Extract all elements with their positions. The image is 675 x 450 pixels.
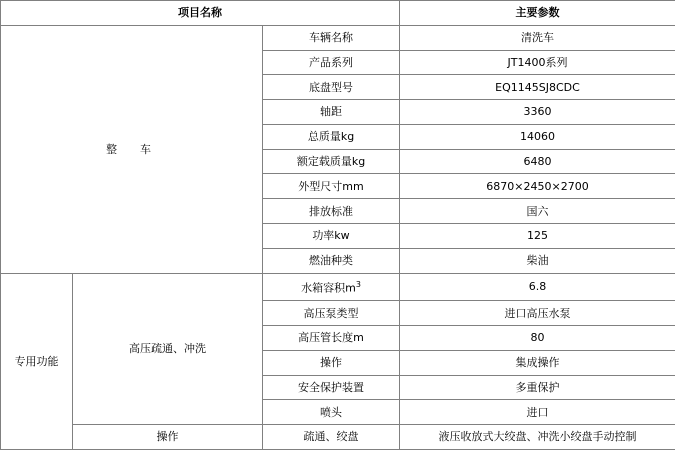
item-value: 液压收放式大绞盘、冲洗小绞盘手动控制 [400,425,675,450]
item-value: 6480 [400,149,675,174]
table-row [1,273,675,301]
group-label-special-function: 专用功能 [1,273,73,449]
item-value: 国六 [400,199,675,224]
item-value: 6.8 [400,273,675,301]
table-row [1,425,675,450]
item-value: 集成操作 [400,350,675,375]
item-label: 底盘型号 [263,75,400,100]
item-value: 6870×2450×2700 [400,174,675,199]
item-value: 80 [400,326,675,351]
item-label [263,273,400,301]
item-value: 3360 [400,100,675,125]
item-value: 14060 [400,124,675,149]
item-value: 清洗车 [400,25,675,50]
header-cell-item-name: 项目名称 [1,1,400,26]
item-label: 燃油种类 [263,248,400,273]
item-label-superscript: 3 [355,279,361,289]
group-label-whole-vehicle: 整 车 [1,25,263,273]
item-label: 功率kw [263,224,400,249]
item-value: 125 [400,224,675,249]
item-label: 排放标准 [263,199,400,224]
item-label: 总质量kg [263,124,400,149]
item-value: 进口 [400,400,675,425]
item-label: 操作 [263,350,400,375]
table-row [1,25,675,50]
subgroup-label-operation: 操作 [73,425,263,450]
table-header-row [1,1,675,26]
item-label: 高压泵类型 [263,301,400,326]
item-value: JT1400系列 [400,50,675,75]
item-label: 安全保护装置 [263,375,400,400]
item-value: 进口高压水泵 [400,301,675,326]
item-value: 多重保护 [400,375,675,400]
item-label: 额定载质量kg [263,149,400,174]
header-cell-main-parameters: 主要参数 [400,1,675,26]
subgroup-label-high-pressure: 高压疏通、冲洗 [73,273,263,425]
item-label: 外型尺寸mm [263,174,400,199]
item-label: 轴距 [263,100,400,125]
item-value: 柴油 [400,248,675,273]
item-label: 疏通、绞盘 [263,425,400,450]
table-body [1,1,675,450]
item-label: 喷头 [263,400,400,425]
item-label-text: 水箱容积m [301,281,356,295]
item-value: EQ1145SJ8CDC [400,75,675,100]
item-label: 高压管长度m [263,326,400,351]
item-label: 车辆名称 [263,25,400,50]
item-label: 产品系列 [263,50,400,75]
